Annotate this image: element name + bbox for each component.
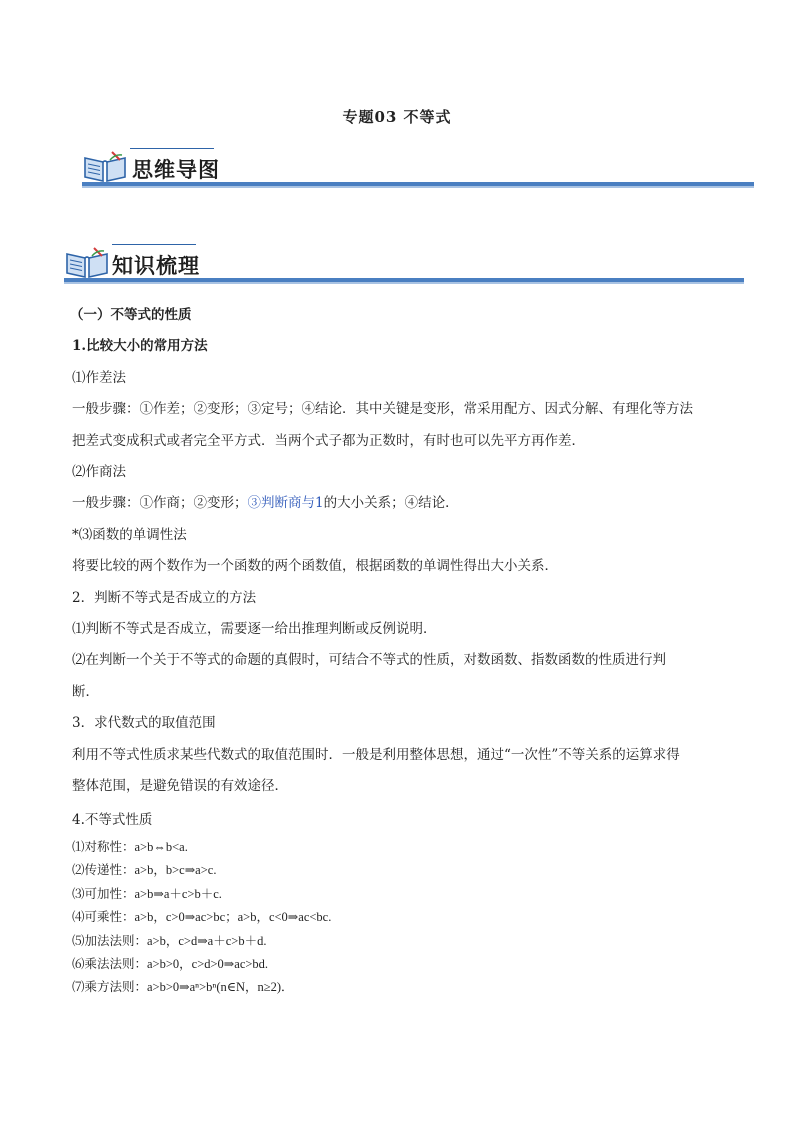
knowledge-banner — [64, 240, 744, 288]
banner-top-line — [130, 148, 214, 149]
text-span: 的大小关系；④结论． — [323, 495, 459, 512]
property-item: ⑴对称性：a>b⇔b<a. — [72, 839, 188, 854]
mindmap-heading: 思维导图 — [132, 158, 220, 182]
property-item: ⑷可乘性：a>b，c>0⇒ac>bc；a>b，c<0⇒ac<bc. — [72, 910, 332, 925]
highlight-text: ③判断商与1 — [247, 495, 324, 512]
paragraph-line: ⑵在判断一个关于不等式的命题的真假时，可结合不等式的性质，对数函数、指数函数的性质进行判 — [72, 652, 666, 669]
subsection-title: 2．判断不等式是否成立的方法 — [72, 589, 257, 606]
paragraph-line: 把差式变成积式或者完全平方式．当两个式子都为正数时，有时也可以先平方再作差． — [72, 432, 585, 449]
section-heading: （一）不等式的性质 — [70, 307, 192, 323]
open-book-icon — [82, 148, 128, 184]
property-item: ⑸加法法则：a>b，c>d⇒a＋c>b＋d. — [72, 933, 267, 948]
subsection-title: 3．求代数式的取值范围 — [72, 715, 216, 732]
property-item: ⑶可加性：a>b⇒a＋c>b＋c. — [72, 886, 222, 901]
banner-top-line — [112, 244, 196, 245]
method-title: ⑵作商法 — [72, 464, 126, 481]
paragraph-line: 将要比较的两个数作为一个函数的两个函数值，根据函数的单调性得出大小关系． — [72, 558, 558, 575]
paragraph-line: 一般步骤：①作差；②变形；③定号；④结论．其中关键是变形，常采用配方、因式分解、有理化等方法 — [72, 401, 693, 418]
knowledge-content — [70, 300, 734, 1000]
banner-underline — [64, 278, 744, 282]
banner-underline — [82, 182, 754, 186]
property-item: ⑹乘法法则：a>b>0，c>d>0⇒ac>bd. — [72, 956, 269, 971]
subsection-title: 1.比较大小的常用方法 — [72, 338, 208, 355]
paragraph-line: 整体范围，是避免错误的有效途径． — [72, 778, 288, 795]
page-title: 专题03 不等式 — [342, 108, 452, 126]
mindmap-banner — [82, 144, 754, 192]
paragraph-line: ⑴判断不等式是否成立，需要逐一给出推理判断或反例说明． — [72, 621, 437, 638]
method-title: ⑴作差法 — [72, 369, 126, 386]
open-book-icon — [64, 244, 110, 280]
method-title: *⑶函数的单调性法 — [72, 526, 187, 543]
knowledge-heading: 知识梳理 — [112, 254, 200, 278]
paragraph-line: 断． — [72, 683, 99, 700]
text-span: 一般步骤：①作商；②变形； — [72, 495, 248, 512]
paragraph-line: 利用不等式性质求某些代数式的取值范围时．一般是利用整体思想，通过“一次性”不等关系的运算求得 — [72, 746, 680, 763]
property-list — [72, 836, 734, 1000]
paragraph-line — [72, 488, 734, 519]
property-item: ⑵传递性：a>b，b>c⇒a>c. — [72, 863, 217, 878]
subsection-title: 4.不等式性质 — [72, 811, 153, 828]
property-item: ⑺乘方法则：a>b>0⇒aⁿ>bⁿ(n∈N，n≥2)． — [72, 980, 294, 995]
